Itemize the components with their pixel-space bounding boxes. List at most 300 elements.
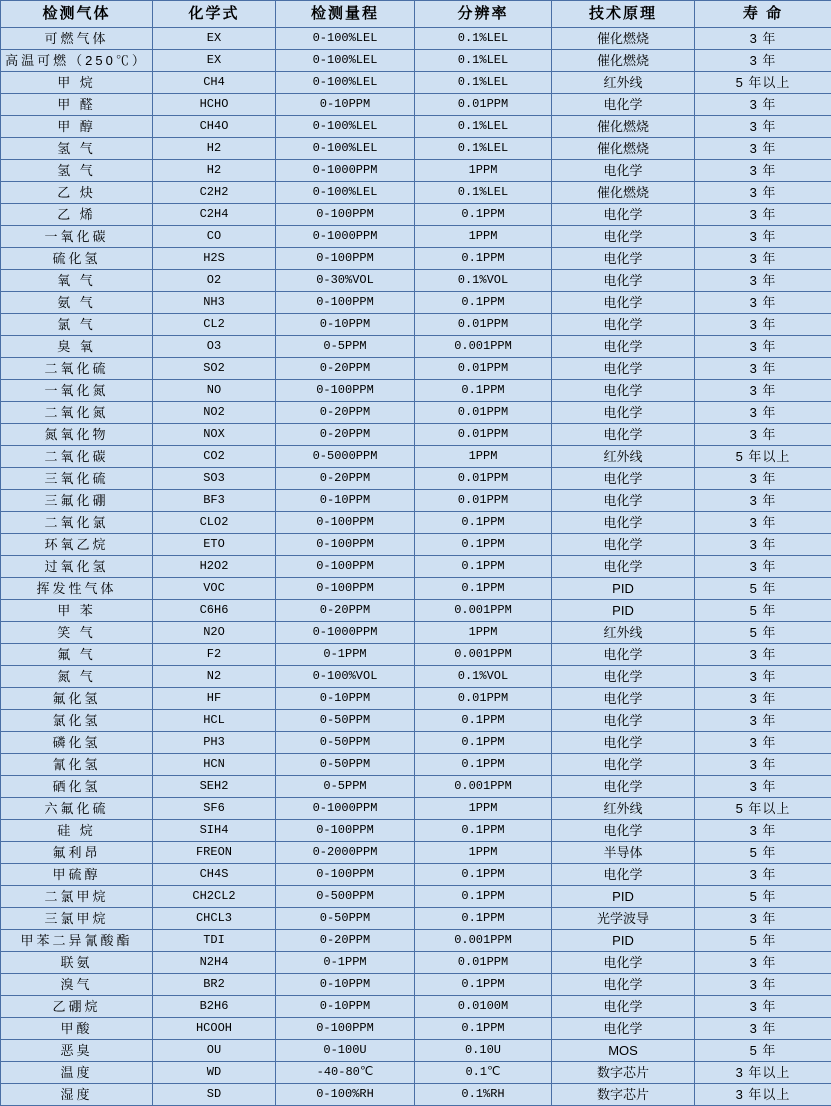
cell-principle: PID	[552, 886, 695, 908]
cell-formula: H2S	[153, 248, 276, 270]
column-header-formula: 化学式	[153, 1, 276, 28]
cell-range: 0-50PPM	[276, 908, 415, 930]
cell-lifetime: 3 年	[695, 864, 831, 886]
cell-principle: MOS	[552, 1040, 695, 1062]
cell-formula: SD	[153, 1084, 276, 1106]
cell-gas: 臭 氧	[1, 336, 153, 358]
cell-resolution: 0.01PPM	[415, 402, 552, 424]
cell-range: 0-100%LEL	[276, 138, 415, 160]
cell-resolution: 0.01PPM	[415, 358, 552, 380]
cell-resolution: 0.1℃	[415, 1062, 552, 1084]
cell-lifetime: 3 年	[695, 754, 831, 776]
table-row	[1, 666, 831, 688]
cell-principle: 电化学	[552, 864, 695, 886]
cell-lifetime: 3 年	[695, 996, 831, 1018]
table-row	[1, 688, 831, 710]
cell-gas: 一氧化氮	[1, 380, 153, 402]
cell-formula: HCL	[153, 710, 276, 732]
table-row	[1, 732, 831, 754]
table-row	[1, 138, 831, 160]
cell-principle: 电化学	[552, 160, 695, 182]
table-header	[1, 1, 831, 28]
cell-resolution: 0.01PPM	[415, 424, 552, 446]
cell-lifetime: 3 年	[695, 182, 831, 204]
table-row	[1, 534, 831, 556]
cell-formula: O2	[153, 270, 276, 292]
cell-formula: BR2	[153, 974, 276, 996]
cell-formula: SEH2	[153, 776, 276, 798]
cell-lifetime: 5 年以上	[695, 72, 831, 94]
cell-lifetime: 5 年	[695, 1040, 831, 1062]
cell-range: 0-5PPM	[276, 776, 415, 798]
table-row	[1, 94, 831, 116]
cell-resolution: 0.1PPM	[415, 1018, 552, 1040]
cell-range: 0-10PPM	[276, 996, 415, 1018]
cell-gas: 甲 醛	[1, 94, 153, 116]
cell-gas: 氢 气	[1, 138, 153, 160]
table-row	[1, 402, 831, 424]
table-row	[1, 908, 831, 930]
cell-gas: 氟 气	[1, 644, 153, 666]
cell-lifetime: 5 年以上	[695, 798, 831, 820]
cell-gas: 硅 烷	[1, 820, 153, 842]
cell-principle: 红外线	[552, 72, 695, 94]
table-row	[1, 28, 831, 50]
cell-lifetime: 3 年	[695, 248, 831, 270]
cell-principle: 电化学	[552, 688, 695, 710]
cell-range: 0-100PPM	[276, 204, 415, 226]
cell-principle: 电化学	[552, 358, 695, 380]
column-header-principle: 技术原理	[552, 1, 695, 28]
cell-lifetime: 3 年	[695, 952, 831, 974]
table-row	[1, 886, 831, 908]
cell-formula: WD	[153, 1062, 276, 1084]
table-row	[1, 50, 831, 72]
table-row	[1, 72, 831, 94]
cell-principle: 电化学	[552, 974, 695, 996]
cell-gas: 乙硼烷	[1, 996, 153, 1018]
table-row	[1, 776, 831, 798]
table-row	[1, 182, 831, 204]
table-row	[1, 930, 831, 952]
cell-lifetime: 3 年	[695, 424, 831, 446]
cell-gas: 氮氧化物	[1, 424, 153, 446]
cell-range: 0-10PPM	[276, 94, 415, 116]
cell-formula: PH3	[153, 732, 276, 754]
cell-formula: NH3	[153, 292, 276, 314]
cell-principle: 电化学	[552, 292, 695, 314]
cell-resolution: 0.001PPM	[415, 600, 552, 622]
cell-range: 0-100%VOL	[276, 666, 415, 688]
cell-resolution: 0.1PPM	[415, 534, 552, 556]
cell-gas: 挥发性气体	[1, 578, 153, 600]
cell-gas: 氮 气	[1, 666, 153, 688]
cell-range: 0-100PPM	[276, 864, 415, 886]
cell-lifetime: 3 年	[695, 732, 831, 754]
cell-range: 0-100PPM	[276, 556, 415, 578]
cell-lifetime: 5 年	[695, 578, 831, 600]
cell-lifetime: 3 年	[695, 490, 831, 512]
cell-resolution: 0.001PPM	[415, 930, 552, 952]
cell-lifetime: 3 年	[695, 710, 831, 732]
cell-gas: 甲 苯	[1, 600, 153, 622]
cell-formula: NO2	[153, 402, 276, 424]
cell-formula: CH4S	[153, 864, 276, 886]
cell-principle: 电化学	[552, 402, 695, 424]
cell-range: 0-20PPM	[276, 930, 415, 952]
cell-range: 0-1000PPM	[276, 160, 415, 182]
cell-principle: 电化学	[552, 556, 695, 578]
cell-formula: H2O2	[153, 556, 276, 578]
cell-resolution: 0.001PPM	[415, 776, 552, 798]
cell-formula: C2H2	[153, 182, 276, 204]
cell-range: 0-500PPM	[276, 886, 415, 908]
cell-gas: 联氨	[1, 952, 153, 974]
table-row	[1, 1084, 831, 1106]
cell-principle: 光学波导	[552, 908, 695, 930]
cell-principle: 电化学	[552, 270, 695, 292]
cell-range: 0-1PPM	[276, 644, 415, 666]
cell-principle: 电化学	[552, 468, 695, 490]
cell-lifetime: 3 年	[695, 336, 831, 358]
cell-resolution: 0.001PPM	[415, 644, 552, 666]
table-row	[1, 314, 831, 336]
cell-gas: 氯 气	[1, 314, 153, 336]
table-row	[1, 556, 831, 578]
cell-principle: 半导体	[552, 842, 695, 864]
cell-resolution: 0.1PPM	[415, 886, 552, 908]
cell-resolution: 0.1PPM	[415, 556, 552, 578]
cell-formula: EX	[153, 50, 276, 72]
cell-resolution: 0.1PPM	[415, 974, 552, 996]
cell-principle: 红外线	[552, 798, 695, 820]
cell-resolution: 0.01PPM	[415, 468, 552, 490]
cell-gas: 环氧乙烷	[1, 534, 153, 556]
cell-range: 0-100PPM	[276, 820, 415, 842]
cell-formula: SF6	[153, 798, 276, 820]
cell-range: 0-1000PPM	[276, 622, 415, 644]
column-header-gas: 检测气体	[1, 1, 153, 28]
cell-resolution: 0.10U	[415, 1040, 552, 1062]
cell-formula: BF3	[153, 490, 276, 512]
cell-resolution: 1PPM	[415, 446, 552, 468]
cell-resolution: 0.1PPM	[415, 754, 552, 776]
table-row	[1, 842, 831, 864]
cell-principle: 电化学	[552, 952, 695, 974]
table-row	[1, 116, 831, 138]
table-row	[1, 798, 831, 820]
cell-formula: FREON	[153, 842, 276, 864]
cell-formula: B2H6	[153, 996, 276, 1018]
cell-principle: 电化学	[552, 336, 695, 358]
cell-formula: VOC	[153, 578, 276, 600]
cell-range: 0-5000PPM	[276, 446, 415, 468]
cell-formula: CO	[153, 226, 276, 248]
cell-resolution: 0.1PPM	[415, 248, 552, 270]
cell-principle: 催化燃烧	[552, 28, 695, 50]
cell-range: 0-20PPM	[276, 600, 415, 622]
cell-lifetime: 3 年	[695, 314, 831, 336]
table-row	[1, 1062, 831, 1084]
cell-lifetime: 3 年	[695, 820, 831, 842]
cell-lifetime: 3 年	[695, 204, 831, 226]
cell-resolution: 0.1PPM	[415, 204, 552, 226]
cell-principle: 电化学	[552, 644, 695, 666]
table-row	[1, 710, 831, 732]
cell-formula: CHCL3	[153, 908, 276, 930]
cell-formula: H2	[153, 138, 276, 160]
cell-lifetime: 3 年	[695, 1018, 831, 1040]
cell-lifetime: 3 年	[695, 534, 831, 556]
table-row	[1, 446, 831, 468]
cell-gas: 二氯甲烷	[1, 886, 153, 908]
cell-lifetime: 3 年	[695, 556, 831, 578]
cell-principle: 电化学	[552, 754, 695, 776]
cell-gas: 乙 炔	[1, 182, 153, 204]
cell-formula: EX	[153, 28, 276, 50]
cell-resolution: 0.1PPM	[415, 380, 552, 402]
table-row	[1, 336, 831, 358]
cell-formula: N2	[153, 666, 276, 688]
cell-gas: 三氯甲烷	[1, 908, 153, 930]
cell-lifetime: 3 年	[695, 28, 831, 50]
cell-range: 0-20PPM	[276, 358, 415, 380]
cell-principle: 电化学	[552, 248, 695, 270]
cell-lifetime: 5 年	[695, 600, 831, 622]
cell-gas: 二氧化硫	[1, 358, 153, 380]
table-row	[1, 644, 831, 666]
cell-formula: TDI	[153, 930, 276, 952]
table-row	[1, 424, 831, 446]
cell-gas: 氨 气	[1, 292, 153, 314]
cell-gas: 六氟化硫	[1, 798, 153, 820]
cell-formula: HF	[153, 688, 276, 710]
cell-lifetime: 5 年	[695, 930, 831, 952]
table-row	[1, 204, 831, 226]
cell-lifetime: 5 年	[695, 622, 831, 644]
cell-formula: SO3	[153, 468, 276, 490]
table-row	[1, 820, 831, 842]
cell-lifetime: 3 年	[695, 292, 831, 314]
cell-gas: 三氧化硫	[1, 468, 153, 490]
table-row	[1, 468, 831, 490]
table-row	[1, 1018, 831, 1040]
cell-range: 0-100%LEL	[276, 28, 415, 50]
cell-lifetime: 3 年	[695, 270, 831, 292]
cell-range: 0-30%VOL	[276, 270, 415, 292]
cell-principle: 电化学	[552, 996, 695, 1018]
cell-gas: 三氟化硼	[1, 490, 153, 512]
cell-range: 0-50PPM	[276, 710, 415, 732]
cell-lifetime: 3 年	[695, 380, 831, 402]
cell-gas: 硫化氢	[1, 248, 153, 270]
cell-range: 0-100%LEL	[276, 50, 415, 72]
cell-resolution: 1PPM	[415, 798, 552, 820]
cell-range: 0-100PPM	[276, 512, 415, 534]
cell-lifetime: 3 年	[695, 688, 831, 710]
cell-range: 0-20PPM	[276, 424, 415, 446]
cell-principle: 数字芯片	[552, 1062, 695, 1084]
cell-principle: 电化学	[552, 380, 695, 402]
cell-gas: 氟化氢	[1, 688, 153, 710]
cell-gas: 氰化氢	[1, 754, 153, 776]
cell-principle: 电化学	[552, 314, 695, 336]
cell-resolution: 0.1PPM	[415, 578, 552, 600]
cell-lifetime: 3 年	[695, 974, 831, 996]
cell-principle: 红外线	[552, 446, 695, 468]
table-row	[1, 952, 831, 974]
cell-formula: C2H4	[153, 204, 276, 226]
cell-range: 0-10PPM	[276, 688, 415, 710]
cell-formula: H2	[153, 160, 276, 182]
cell-formula: SIH4	[153, 820, 276, 842]
cell-formula: CO2	[153, 446, 276, 468]
cell-lifetime: 5 年以上	[695, 446, 831, 468]
cell-gas: 甲酸	[1, 1018, 153, 1040]
cell-range: 0-20PPM	[276, 468, 415, 490]
cell-range: 0-10PPM	[276, 490, 415, 512]
cell-resolution: 0.1PPM	[415, 512, 552, 534]
cell-gas: 一氧化碳	[1, 226, 153, 248]
table-row	[1, 358, 831, 380]
cell-gas: 甲 醇	[1, 116, 153, 138]
cell-lifetime: 3 年	[695, 160, 831, 182]
cell-gas: 甲硫醇	[1, 864, 153, 886]
table-row	[1, 490, 831, 512]
cell-resolution: 1PPM	[415, 842, 552, 864]
table-row	[1, 996, 831, 1018]
cell-lifetime: 3 年	[695, 644, 831, 666]
cell-resolution: 0.01PPM	[415, 94, 552, 116]
cell-range: 0-20PPM	[276, 402, 415, 424]
cell-lifetime: 3 年	[695, 468, 831, 490]
cell-resolution: 0.01PPM	[415, 314, 552, 336]
cell-principle: 电化学	[552, 710, 695, 732]
cell-principle: 电化学	[552, 204, 695, 226]
table-row	[1, 864, 831, 886]
cell-resolution: 0.1%LEL	[415, 138, 552, 160]
cell-range: 0-1PPM	[276, 952, 415, 974]
table-row	[1, 512, 831, 534]
cell-lifetime: 3 年	[695, 666, 831, 688]
cell-formula: HCN	[153, 754, 276, 776]
cell-principle: 电化学	[552, 732, 695, 754]
cell-principle: 催化燃烧	[552, 116, 695, 138]
cell-lifetime: 3 年	[695, 138, 831, 160]
column-header-range: 检测量程	[276, 1, 415, 28]
cell-formula: N2H4	[153, 952, 276, 974]
cell-lifetime: 5 年	[695, 842, 831, 864]
cell-gas: 笑 气	[1, 622, 153, 644]
cell-resolution: 0.0100M	[415, 996, 552, 1018]
cell-resolution: 0.1%LEL	[415, 28, 552, 50]
cell-range: 0-100%LEL	[276, 116, 415, 138]
cell-formula: CH2CL2	[153, 886, 276, 908]
cell-range: -40-80℃	[276, 1062, 415, 1084]
cell-lifetime: 3 年	[695, 94, 831, 116]
cell-gas: 乙 烯	[1, 204, 153, 226]
cell-formula: O3	[153, 336, 276, 358]
cell-principle: 电化学	[552, 1018, 695, 1040]
cell-resolution: 0.01PPM	[415, 688, 552, 710]
cell-formula: NOX	[153, 424, 276, 446]
cell-principle: PID	[552, 578, 695, 600]
cell-range: 0-10PPM	[276, 314, 415, 336]
table-row	[1, 226, 831, 248]
cell-resolution: 0.001PPM	[415, 336, 552, 358]
column-header-lifetime: 寿 命	[695, 1, 831, 28]
cell-principle: 电化学	[552, 512, 695, 534]
cell-range: 0-50PPM	[276, 732, 415, 754]
cell-principle: 电化学	[552, 226, 695, 248]
cell-principle: 红外线	[552, 622, 695, 644]
cell-resolution: 0.1%VOL	[415, 666, 552, 688]
cell-gas: 氯化氢	[1, 710, 153, 732]
cell-formula: CH4	[153, 72, 276, 94]
cell-gas: 甲 烷	[1, 72, 153, 94]
cell-lifetime: 3 年	[695, 512, 831, 534]
cell-range: 0-2000PPM	[276, 842, 415, 864]
cell-gas: 恶臭	[1, 1040, 153, 1062]
cell-formula: C6H6	[153, 600, 276, 622]
table-row	[1, 1040, 831, 1062]
cell-lifetime: 3 年以上	[695, 1062, 831, 1084]
cell-lifetime: 3 年以上	[695, 1084, 831, 1106]
cell-gas: 二氧化氯	[1, 512, 153, 534]
table-row	[1, 600, 831, 622]
cell-formula: OU	[153, 1040, 276, 1062]
cell-gas: 磷化氢	[1, 732, 153, 754]
table-row	[1, 974, 831, 996]
cell-range: 0-100PPM	[276, 578, 415, 600]
cell-range: 0-100PPM	[276, 248, 415, 270]
cell-formula: ETO	[153, 534, 276, 556]
cell-gas: 氟利昂	[1, 842, 153, 864]
table-row	[1, 380, 831, 402]
cell-range: 0-100%RH	[276, 1084, 415, 1106]
cell-resolution: 0.1PPM	[415, 864, 552, 886]
cell-lifetime: 3 年	[695, 50, 831, 72]
cell-resolution: 1PPM	[415, 622, 552, 644]
cell-gas: 二氧化碳	[1, 446, 153, 468]
cell-range: 0-100PPM	[276, 1018, 415, 1040]
cell-lifetime: 3 年	[695, 358, 831, 380]
table-row	[1, 248, 831, 270]
cell-formula: HCOOH	[153, 1018, 276, 1040]
table-header-row	[1, 1, 831, 28]
cell-principle: PID	[552, 600, 695, 622]
cell-lifetime: 3 年	[695, 908, 831, 930]
table-row	[1, 270, 831, 292]
cell-principle: 电化学	[552, 424, 695, 446]
cell-resolution: 0.1PPM	[415, 292, 552, 314]
cell-resolution: 0.01PPM	[415, 952, 552, 974]
cell-range: 0-100%LEL	[276, 182, 415, 204]
table-row	[1, 160, 831, 182]
cell-range: 0-100PPM	[276, 292, 415, 314]
cell-resolution: 0.1%LEL	[415, 116, 552, 138]
cell-formula: CL2	[153, 314, 276, 336]
cell-resolution: 0.1%LEL	[415, 72, 552, 94]
table-row	[1, 578, 831, 600]
cell-principle: 电化学	[552, 776, 695, 798]
cell-resolution: 0.01PPM	[415, 490, 552, 512]
cell-principle: 电化学	[552, 666, 695, 688]
cell-gas: 甲苯二异氰酸酯	[1, 930, 153, 952]
cell-resolution: 0.1PPM	[415, 710, 552, 732]
cell-formula: NO	[153, 380, 276, 402]
cell-principle: 催化燃烧	[552, 50, 695, 72]
